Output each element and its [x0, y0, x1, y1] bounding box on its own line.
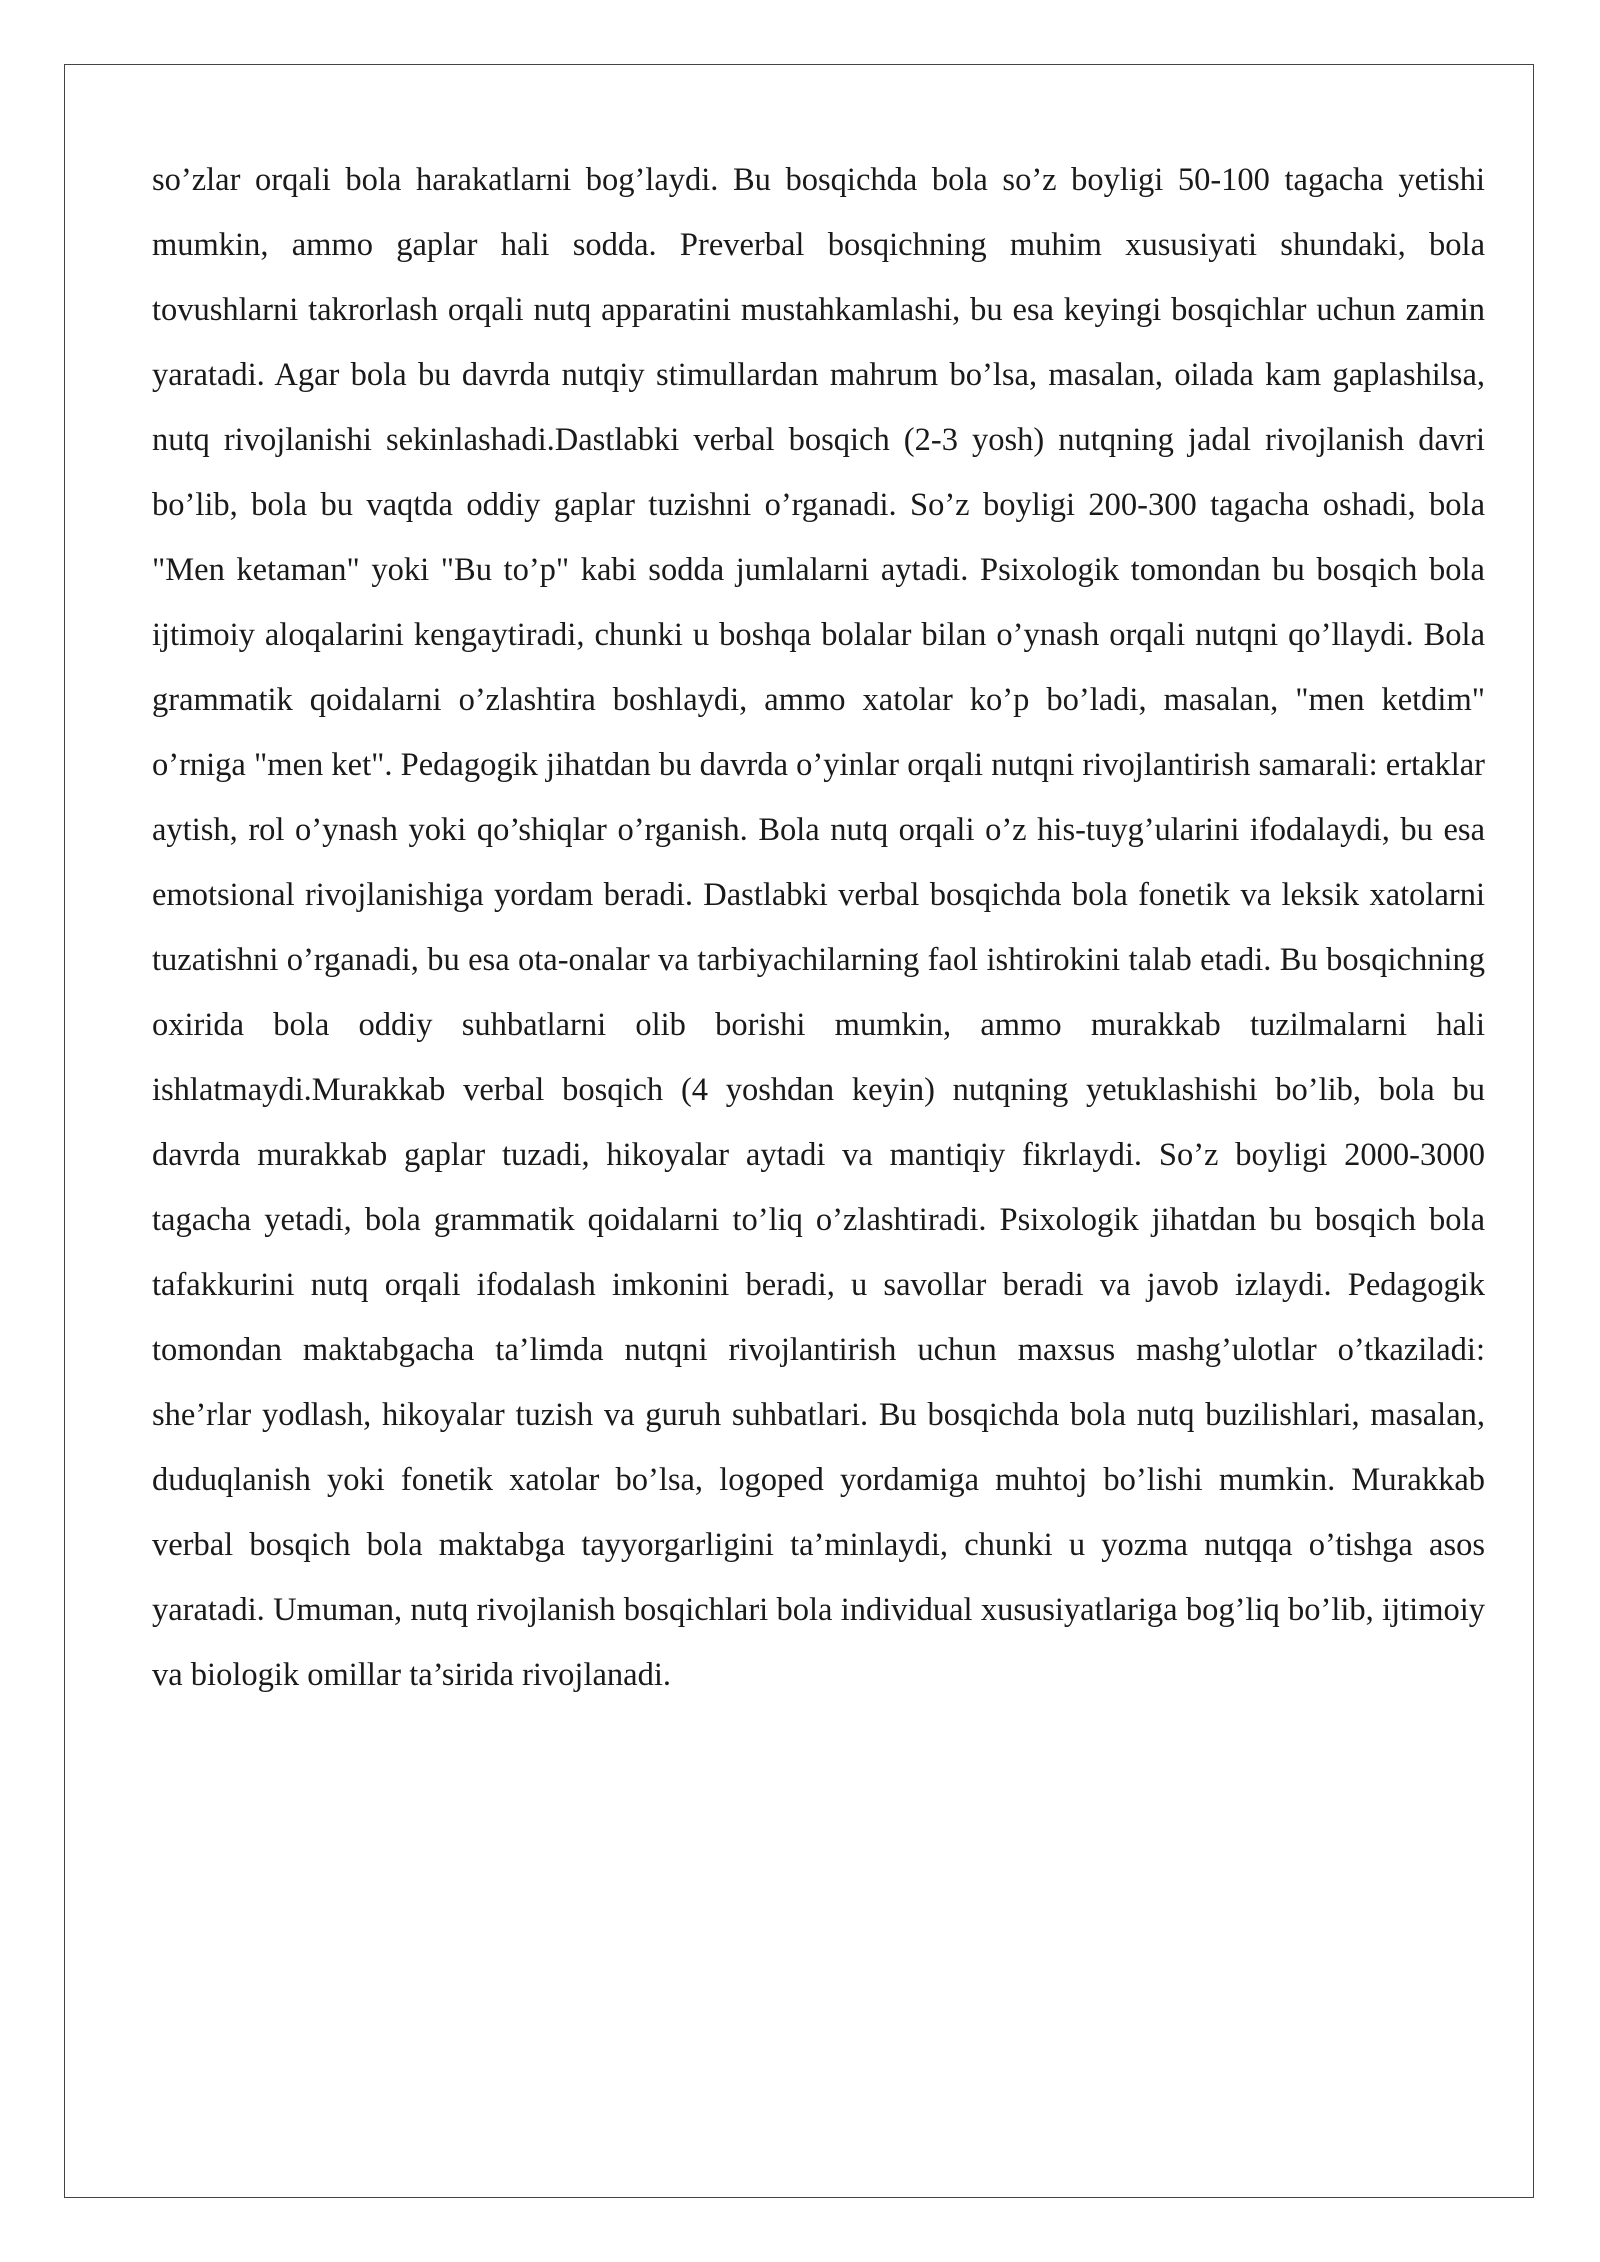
- body-paragraph: so’zlar orqali bola harakatlarni bog’laydi. Bu bosqichda bola so’z boyligi 50-100 tagacha yetishi mumkin, ammo gaplar hali sodda. Preverbal bosqichning muhim xususiyati shundaki, bola tovushlarni takrorlash orqali nutq apparatini mustahkamlashi, bu esa keyingi bosqichlar uchun zamin yaratadi. Agar bola bu davrda nutqiy stimullardan mahrum bo’lsa, masalan, oilada kam gaplashilsa, nutq rivojlanishi sekinlashadi.Dastlabki verbal bosqich (2-3 yosh) nutqning jadal rivojlanish davri bo’lib, bola bu vaqtda oddiy gaplar tuzishni o’rganadi. So’z boyligi 200-300 tagacha oshadi, bola "Men ketaman" yoki "Bu to’p" kabi sodda jumlalarni aytadi. Psixologik tomondan bu bosqich bola ijtimoiy aloqalarini kengaytiradi, chunki u boshqa bolalar bilan o’ynash orqali nutqni qo’llaydi. Bola grammatik qoidalarni o’zlashtira boshlaydi, ammo xatolar ko’p bo’ladi, masalan, "men ketdim" o’rniga "men ket". Pedagogik jihatdan bu davrda o’yinlar orqali nutqni rivojlantirish samarali: ertaklar aytish, rol o’ynash yoki qo’shiqlar o’rganish. Bola nutq orqali o’z his-tuyg’ularini ifodalaydi, bu esa emotsional rivojlanishiga yordam beradi. Dastlabki verbal bosqichda bola fonetik va leksik xatolarni tuzatishni o’rganadi, bu esa ota-onalar va tarbiyachilarning faol ishtirokini talab etadi. Bu bosqichning oxirida bola oddiy suhbatlarni olib borishi mumkin, ammo murakkab tuzilmalarni hali ishlatmaydi.Murakkab verbal bosqich (4 yoshdan keyin) nutqning yetuklashishi bo’lib, bola bu davrda murakkab gaplar tuzadi, hikoyalar aytadi va mantiqiy fikrlaydi. So’z boyligi 2000-3000 tagacha yetadi, bola grammatik qoidalarni to’liq o’zlashtiradi. Psixologik jihatdan bu bosqich bola tafakkurini nutq orqali ifodalash imkonini beradi, u savollar beradi va javob izlaydi. Pedagogik tomondan maktabgacha ta’limda nutqni rivojlantirish uchun maxsus mashg’ulotlar o’tkaziladi: she’rlar yodlash, hikoyalar tuzish va guruh suhbatlari. Bu bosqichda bola nutq buzilishlari, masalan, duduqlanish yoki fonetik xatolar bo’lsa, logoped yordamiga muhtoj bo’lishi mumkin. Murakkab verbal bosqich bola maktabga tayyorgarligini ta’minlaydi, chunki u yozma nutqqa o’tishga asos yaratadi. Umuman, nutq rivojlanish bosqichlari bola individual xususiyatlariga bog’liq bo’lib, ijtimoiy va biologik omillar ta’sirida rivojlanadi.: [152, 162, 1485, 1693]
